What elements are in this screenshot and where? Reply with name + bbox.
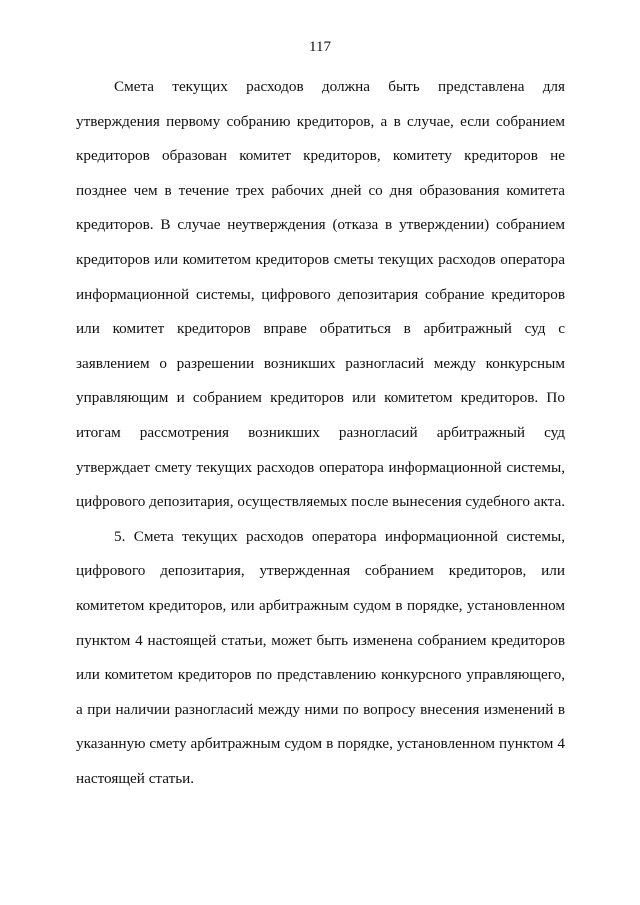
- text-line: утверждает смету текущих расходов оператора информационной системы,: [76, 458, 565, 476]
- text-line: пунктом 4 настоящей статьи, может быть изменена собранием кредиторов: [76, 631, 565, 649]
- text-line: или комитетом кредиторов по представлению конкурсного управляющего,: [76, 666, 565, 684]
- text-line: настоящей статьи.: [76, 769, 195, 787]
- text-line: а при наличии разногласий между ними по вопросу внесения изменений в: [76, 700, 565, 718]
- document-body: [76, 70, 565, 796]
- text-line: итогам рассмотрения возникших разногласий арбитражный суд: [76, 423, 565, 441]
- paragraph-1: [76, 70, 565, 520]
- text-line: 5. Смета текущих расходов оператора информационной системы,: [114, 527, 565, 545]
- text-line: заявлением о разрешении возникших разногласий между конкурсным: [76, 354, 565, 372]
- text-line: управляющим и собранием кредиторов или комитетом кредиторов. По: [76, 389, 565, 407]
- text-line: информационной системы, цифрового депозитария собрание кредиторов: [76, 285, 565, 303]
- text-line: утверждения первому собранию кредиторов, а в случае, если собранием: [76, 112, 565, 130]
- text-line: или комитет кредиторов вправе обратиться в арбитражный суд с: [76, 320, 565, 338]
- text-line: кредиторов. В случае неутверждения (отказа в утверждении) собранием: [76, 216, 565, 234]
- text-line: кредиторов или комитетом кредиторов сметы текущих расходов оператора: [76, 250, 565, 268]
- page-number: 117: [309, 39, 331, 55]
- paragraph-2: [76, 520, 565, 797]
- text-line: цифрового депозитария, утвержденная собранием кредиторов, или: [76, 562, 565, 580]
- text-line: цифрового депозитария, осуществляемых после вынесения судебного акта.: [76, 493, 566, 511]
- text-line: указанную смету арбитражным судом в порядке, установленном пунктом 4: [76, 735, 565, 753]
- text-line: позднее чем в течение трех рабочих дней со дня образования комитета: [76, 181, 565, 199]
- text-line: Смета текущих расходов должна быть представлена для: [114, 78, 565, 95]
- text-line: кредиторов образован комитет кредиторов, комитету кредиторов не: [76, 147, 565, 165]
- text-line: комитетом кредиторов, или арбитражным судом в порядке, установленном: [76, 596, 565, 614]
